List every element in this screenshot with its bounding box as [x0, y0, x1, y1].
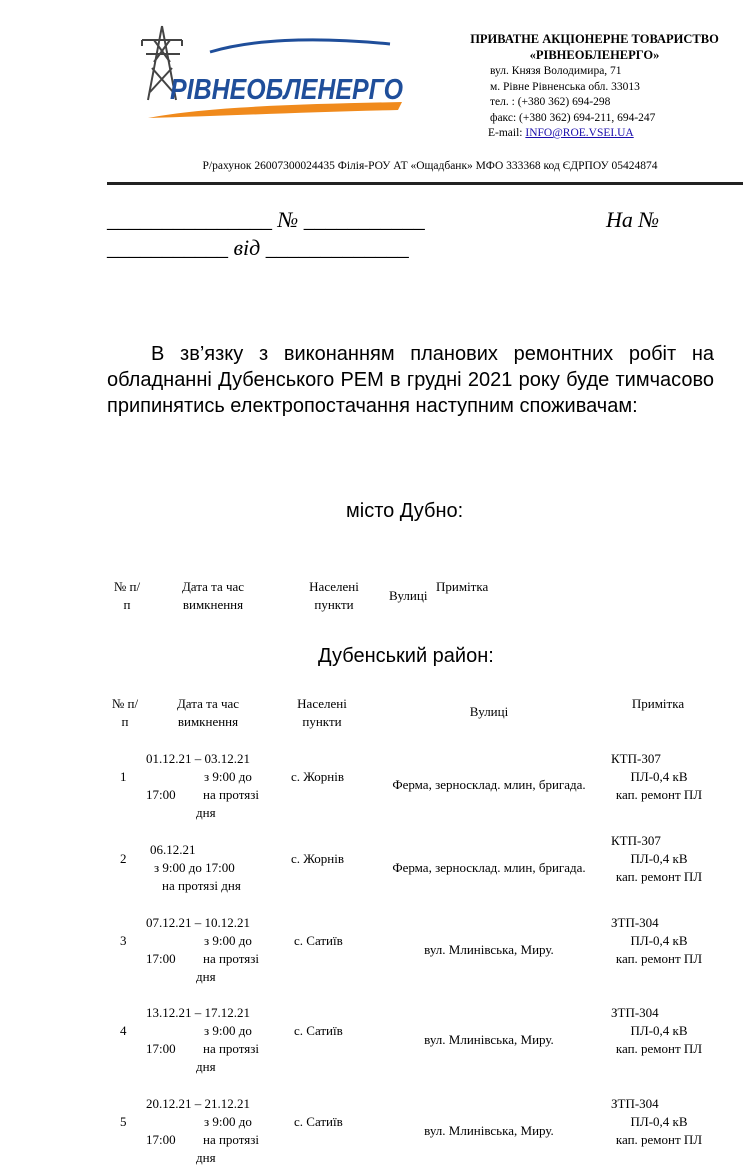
row-note-line1: ЗТП-304 [611, 1005, 659, 1020]
district-section-title: Дубенський район: [318, 645, 494, 667]
row-note-line2: ПЛ-0,4 кВ [630, 1023, 688, 1038]
header-number-line2: п [123, 597, 131, 612]
header-places-line2: пункти [302, 714, 342, 729]
header-places-line1: Населені [297, 696, 347, 711]
row-note-line1: ЗТП-304 [611, 1096, 659, 1111]
header-date [168, 578, 258, 614]
row-period: на протязі [203, 787, 259, 802]
header-number-line1: № п/ [113, 579, 141, 594]
row-number: 2 [120, 851, 127, 866]
notice-text: В зв’язку з виконанням планових ремонтних робіт на обладнанні Дубенського РЕМ в грудні 2021 року буде тимчасово припинятись електропостачання наступним споживачам: [107, 343, 714, 417]
row-period-end: дня [196, 805, 216, 820]
power-pylon-icon [140, 22, 405, 122]
row-time: з 9:00 до [204, 1114, 252, 1129]
header-number [108, 578, 146, 614]
row-note-line2: ПЛ-0,4 кВ [630, 851, 688, 866]
row-date: 06.12.21 [150, 842, 196, 857]
header-places [284, 695, 360, 731]
row-note-line3: кап. ремонт ПЛ [615, 1132, 703, 1147]
row-place: с. Сатиїв [294, 1023, 343, 1038]
incoming-reference-label: На № [606, 207, 660, 232]
row-note [606, 832, 712, 886]
row-note-line1: КТП-307 [611, 751, 661, 766]
row-number: 4 [120, 1023, 127, 1038]
row-note [606, 750, 712, 804]
row-streets: Ферма, зерносклад. млин, бригада. [392, 860, 586, 875]
row-note-line1: КТП-307 [611, 833, 661, 848]
row-time: з 9:00 до [204, 1023, 252, 1038]
row-period-end: дня [196, 1150, 216, 1165]
notice-paragraph [107, 341, 714, 419]
header-date-line2: вимкнення [177, 714, 239, 729]
header-places-line2: пункти [314, 597, 354, 612]
company-email [488, 126, 655, 142]
header-date-line1: Дата та час [176, 696, 240, 711]
row-date: 13.12.21 – 17.12.21 [146, 1005, 250, 1020]
row-date: 01.12.21 – 03.12.21 [146, 751, 250, 766]
date-line: ___________ від _____________ [107, 235, 409, 260]
row-number: 3 [120, 933, 127, 948]
row-period: на протязі [203, 951, 259, 966]
header-date-line2: вимкнення [182, 597, 244, 612]
row-note [606, 914, 712, 968]
company-phone: тел. : (+380 362) 694-298 [490, 96, 611, 108]
header-note: Примітка [436, 579, 489, 594]
row-time-end: 17:00 [146, 1132, 176, 1147]
row-note-line2: ПЛ-0,4 кВ [630, 769, 688, 784]
header-number [106, 695, 144, 731]
row-note-line1: ЗТП-304 [611, 915, 659, 930]
row-time: з 9:00 до 17:00 [154, 860, 235, 875]
row-period: на протязі [203, 1132, 259, 1147]
company-address [490, 64, 655, 142]
header-date-line1: Дата та час [181, 579, 245, 594]
row-streets: Ферма, зерносклад. млин, бригада. [392, 777, 586, 792]
header-places-line1: Населені [309, 579, 359, 594]
company-name-line1: ПРИВАТНЕ АКЦІОНЕРНЕ ТОВАРИСТВО [470, 32, 719, 46]
row-streets: вул. Млинівська, Миру. [424, 1123, 554, 1138]
row-period-end: дня [196, 969, 216, 984]
company-fax: факс: (+380 362) 694-211, 694-247 [490, 111, 656, 124]
row-streets: вул. Млинівська, Миру. [424, 1032, 554, 1047]
row-number: 1 [120, 769, 127, 784]
company-name-line2: «РІВНЕОБЛЕНЕРГО» [529, 48, 660, 62]
row-note-line3: кап. ремонт ПЛ [615, 787, 703, 802]
row-place: с. Жорнів [291, 851, 344, 866]
row-note-line3: кап. ремонт ПЛ [615, 869, 703, 884]
row-period: на протязі [203, 1041, 259, 1056]
row-place: с. Сатиїв [294, 933, 343, 948]
row-place: с. Жорнів [291, 769, 344, 784]
header-note: Примітка [631, 696, 685, 711]
row-time-end: 17:00 [146, 951, 176, 966]
row-note-line3: кап. ремонт ПЛ [615, 1041, 703, 1056]
row-period: на протязі дня [162, 878, 241, 893]
row-time: з 9:00 до [204, 769, 252, 784]
row-streets: вул. Млинівська, Миру. [424, 942, 554, 957]
row-place: с. Сатиїв [294, 1114, 343, 1129]
city-section-title: місто Дубно: [346, 500, 464, 522]
row-time-end: 17:00 [146, 1041, 176, 1056]
header-places [296, 578, 372, 614]
row-time: з 9:00 до [204, 933, 252, 948]
email-link[interactable]: INFO@ROE.VSEI.UA [525, 127, 634, 139]
row-number: 5 [120, 1114, 127, 1129]
email-label: E-mail: [488, 127, 526, 139]
header-streets: Вулиці [389, 588, 428, 603]
header-divider [107, 182, 743, 185]
header-number-line1: № п/ [111, 696, 139, 711]
header-date [163, 695, 253, 731]
row-note [606, 1095, 712, 1149]
company-street: вул. Князя Володимира, 71 [490, 65, 622, 77]
bank-account-line: Р/рахунок 26007300024435 Філія-РОУ АТ «Ощадбанк» МФО 333368 код ЄДРПОУ 05424874 [202, 160, 658, 172]
row-note-line2: ПЛ-0,4 кВ [630, 1114, 688, 1129]
company-name [462, 31, 727, 63]
row-time-end: 17:00 [146, 787, 176, 802]
header-streets: Вулиці [469, 704, 509, 719]
company-city: м. Рівне Рівненська обл. 33013 [490, 80, 640, 93]
row-note-line2: ПЛ-0,4 кВ [630, 933, 688, 948]
row-date: 07.12.21 – 10.12.21 [146, 915, 250, 930]
logo-wordmark: РІВНЕОБЛЕНЕРГО [170, 74, 404, 106]
outgoing-number-line: _______________ № ___________ [107, 207, 425, 232]
header-number-line2: п [121, 714, 129, 729]
row-period-end: дня [196, 1059, 216, 1074]
row-date: 20.12.21 – 21.12.21 [146, 1096, 250, 1111]
company-logo [140, 22, 405, 122]
row-note [606, 1004, 712, 1058]
row-note-line3: кап. ремонт ПЛ [615, 951, 703, 966]
